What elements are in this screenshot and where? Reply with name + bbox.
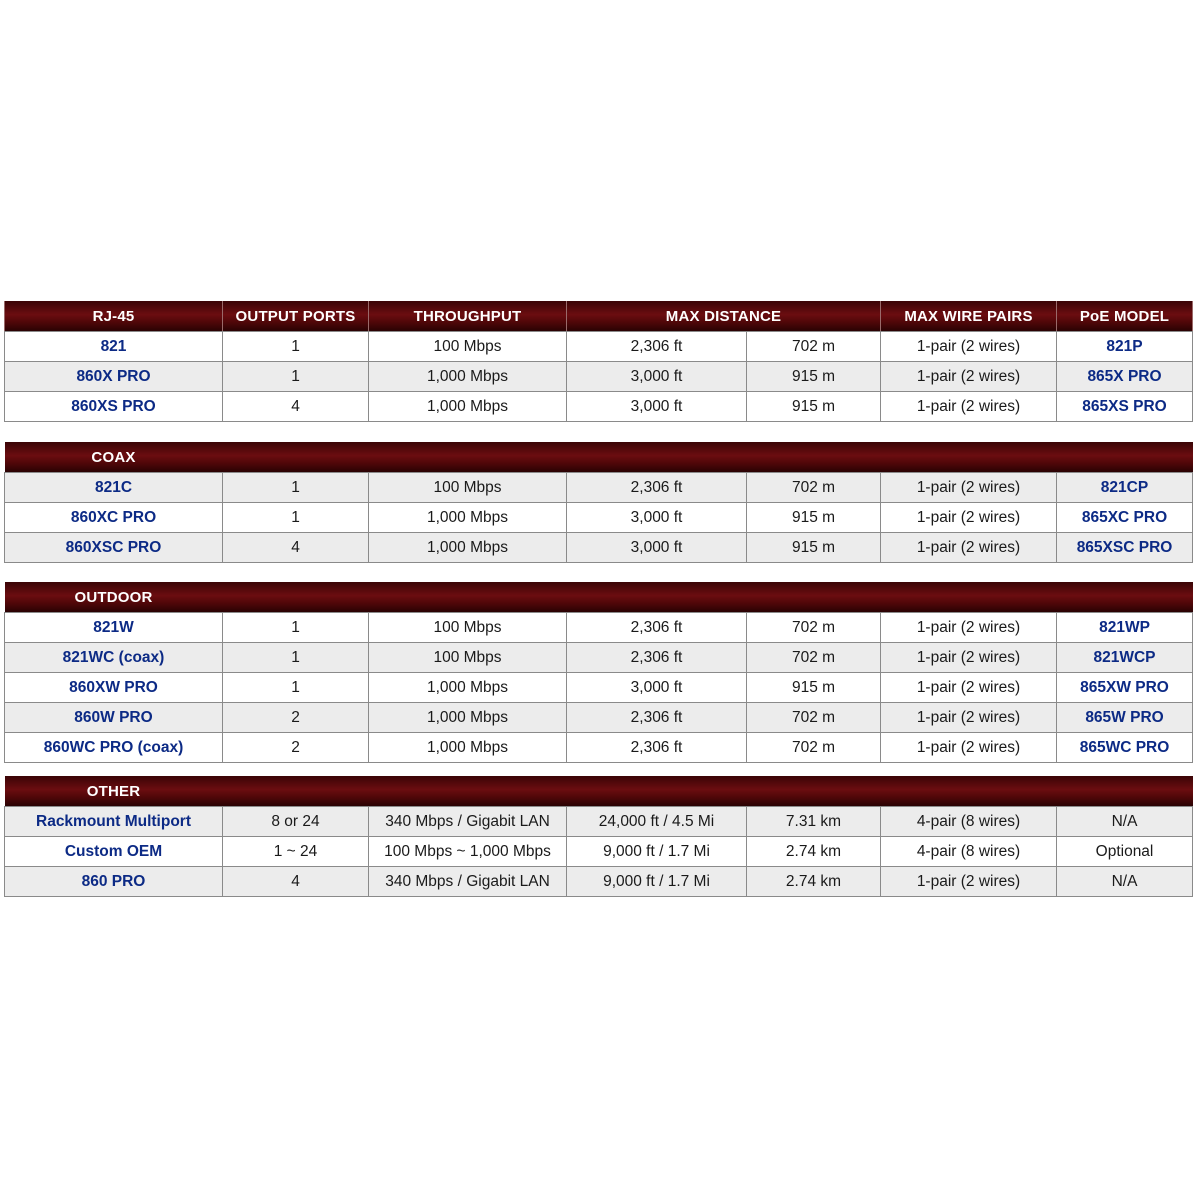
throughput-cell: 100 Mbps <box>369 613 567 643</box>
model-cell: 860XSC PRO <box>5 533 223 563</box>
header-poe-model: PoE MODEL <box>1057 301 1193 332</box>
distance-ft-cell: 2,306 ft <box>567 643 747 673</box>
distance-m-cell: 915 m <box>747 503 881 533</box>
wire-pairs-cell: 1-pair (2 wires) <box>881 503 1057 533</box>
ports-cell: 2 <box>223 703 369 733</box>
rj45-header-row <box>5 301 1193 332</box>
distance-ft-cell: 2,306 ft <box>567 473 747 503</box>
poe-model-cell: N/A <box>1057 867 1193 897</box>
throughput-cell: 1,000 Mbps <box>369 703 567 733</box>
model-cell: 860XS PRO <box>5 392 223 422</box>
poe-model-cell: 865X PRO <box>1057 362 1193 392</box>
model-cell: Custom OEM <box>5 837 223 867</box>
section-title-other: OTHER <box>86 782 141 800</box>
wire-pairs-cell: 1-pair (2 wires) <box>881 392 1057 422</box>
throughput-cell: 340 Mbps / Gigabit LAN <box>369 807 567 837</box>
table-row <box>5 533 1193 563</box>
wire-pairs-cell: 1-pair (2 wires) <box>881 613 1057 643</box>
header-rj45: RJ-45 <box>5 301 223 332</box>
other-header-row <box>5 776 1193 807</box>
poe-model-cell: 865W PRO <box>1057 703 1193 733</box>
distance-ft-cell: 3,000 ft <box>567 392 747 422</box>
model-cell: 821C <box>5 473 223 503</box>
model-cell: 860XW PRO <box>5 673 223 703</box>
throughput-cell: 100 Mbps <box>369 473 567 503</box>
throughput-cell: 100 Mbps ~ 1,000 Mbps <box>369 837 567 867</box>
poe-model-cell: 865XC PRO <box>1057 503 1193 533</box>
table-row <box>5 837 1193 867</box>
coax-table <box>4 442 1193 563</box>
wire-pairs-cell: 1-pair (2 wires) <box>881 867 1057 897</box>
section-title-coax: COAX <box>91 448 136 466</box>
distance-m-cell: 702 m <box>747 332 881 362</box>
table-row <box>5 807 1193 837</box>
other-table <box>4 776 1193 897</box>
table-row <box>5 643 1193 673</box>
header-output-ports: OUTPUT PORTS <box>223 301 369 332</box>
ports-cell: 2 <box>223 733 369 763</box>
table-row <box>5 392 1193 422</box>
table-row <box>5 613 1193 643</box>
header-max-wire-pairs: MAX WIRE PAIRS <box>881 301 1057 332</box>
ports-cell: 1 <box>223 362 369 392</box>
poe-model-cell: 865XSC PRO <box>1057 533 1193 563</box>
poe-model-cell: N/A <box>1057 807 1193 837</box>
ports-cell: 1 <box>223 503 369 533</box>
poe-model-cell: 865XW PRO <box>1057 673 1193 703</box>
table-row <box>5 362 1193 392</box>
ports-cell: 1 <box>223 613 369 643</box>
distance-m-cell: 702 m <box>747 643 881 673</box>
throughput-cell: 1,000 Mbps <box>369 392 567 422</box>
poe-model-cell: 821P <box>1057 332 1193 362</box>
ports-cell: 1 <box>223 332 369 362</box>
wire-pairs-cell: 4-pair (8 wires) <box>881 807 1057 837</box>
table-row <box>5 332 1193 362</box>
throughput-cell: 1,000 Mbps <box>369 533 567 563</box>
table-row <box>5 867 1193 897</box>
wire-pairs-cell: 1-pair (2 wires) <box>881 533 1057 563</box>
outdoor-header-row <box>5 582 1193 613</box>
coax-header-row <box>5 442 1193 473</box>
ports-cell: 1 <box>223 473 369 503</box>
ports-cell: 4 <box>223 392 369 422</box>
model-cell: 821WC (coax) <box>5 643 223 673</box>
throughput-cell: 1,000 Mbps <box>369 503 567 533</box>
distance-m-cell: 2.74 km <box>747 867 881 897</box>
throughput-cell: 100 Mbps <box>369 332 567 362</box>
distance-m-cell: 7.31 km <box>747 807 881 837</box>
rj45-table <box>4 301 1193 422</box>
poe-model-cell: 821WP <box>1057 613 1193 643</box>
distance-m-cell: 702 m <box>747 703 881 733</box>
wire-pairs-cell: 1-pair (2 wires) <box>881 673 1057 703</box>
outdoor-table <box>4 582 1193 763</box>
ports-cell: 4 <box>223 867 369 897</box>
throughput-cell: 1,000 Mbps <box>369 362 567 392</box>
throughput-cell: 100 Mbps <box>369 643 567 673</box>
wire-pairs-cell: 1-pair (2 wires) <box>881 473 1057 503</box>
poe-model-cell: 821WCP <box>1057 643 1193 673</box>
distance-ft-cell: 3,000 ft <box>567 503 747 533</box>
distance-ft-cell: 2,306 ft <box>567 733 747 763</box>
section-title-outdoor: OUTDOOR <box>74 588 153 606</box>
distance-ft-cell: 9,000 ft / 1.7 Mi <box>567 837 747 867</box>
distance-m-cell: 702 m <box>747 733 881 763</box>
distance-ft-cell: 2,306 ft <box>567 332 747 362</box>
model-cell: 860 PRO <box>5 867 223 897</box>
table-row <box>5 503 1193 533</box>
distance-ft-cell: 3,000 ft <box>567 533 747 563</box>
distance-ft-cell: 9,000 ft / 1.7 Mi <box>567 867 747 897</box>
model-cell: 860WC PRO (coax) <box>5 733 223 763</box>
model-cell: Rackmount Multiport <box>5 807 223 837</box>
throughput-cell: 1,000 Mbps <box>369 673 567 703</box>
distance-m-cell: 915 m <box>747 392 881 422</box>
table-row <box>5 673 1193 703</box>
header-throughput: THROUGHPUT <box>369 301 567 332</box>
table-row <box>5 473 1193 503</box>
wire-pairs-cell: 1-pair (2 wires) <box>881 362 1057 392</box>
poe-model-cell: Optional <box>1057 837 1193 867</box>
model-cell: 821 <box>5 332 223 362</box>
model-cell: 860W PRO <box>5 703 223 733</box>
ports-cell: 1 <box>223 643 369 673</box>
distance-m-cell: 2.74 km <box>747 837 881 867</box>
throughput-cell: 1,000 Mbps <box>369 733 567 763</box>
wire-pairs-cell: 1-pair (2 wires) <box>881 733 1057 763</box>
distance-m-cell: 915 m <box>747 673 881 703</box>
ports-cell: 4 <box>223 533 369 563</box>
table-row <box>5 733 1193 763</box>
ports-cell: 1 <box>223 673 369 703</box>
ports-cell: 8 or 24 <box>223 807 369 837</box>
distance-ft-cell: 3,000 ft <box>567 362 747 392</box>
throughput-cell: 340 Mbps / Gigabit LAN <box>369 867 567 897</box>
ports-cell: 1 ~ 24 <box>223 837 369 867</box>
distance-m-cell: 702 m <box>747 613 881 643</box>
poe-model-cell: 865WC PRO <box>1057 733 1193 763</box>
poe-model-cell: 865XS PRO <box>1057 392 1193 422</box>
distance-m-cell: 915 m <box>747 362 881 392</box>
wire-pairs-cell: 4-pair (8 wires) <box>881 837 1057 867</box>
poe-model-cell: 821CP <box>1057 473 1193 503</box>
wire-pairs-cell: 1-pair (2 wires) <box>881 332 1057 362</box>
distance-ft-cell: 3,000 ft <box>567 673 747 703</box>
distance-m-cell: 915 m <box>747 533 881 563</box>
wire-pairs-cell: 1-pair (2 wires) <box>881 703 1057 733</box>
model-cell: 821W <box>5 613 223 643</box>
model-cell: 860XC PRO <box>5 503 223 533</box>
wire-pairs-cell: 1-pair (2 wires) <box>881 643 1057 673</box>
header-max-distance: MAX DISTANCE <box>567 301 881 332</box>
distance-ft-cell: 24,000 ft / 4.5 Mi <box>567 807 747 837</box>
distance-m-cell: 702 m <box>747 473 881 503</box>
table-row <box>5 703 1193 733</box>
distance-ft-cell: 2,306 ft <box>567 613 747 643</box>
distance-ft-cell: 2,306 ft <box>567 703 747 733</box>
model-cell: 860X PRO <box>5 362 223 392</box>
